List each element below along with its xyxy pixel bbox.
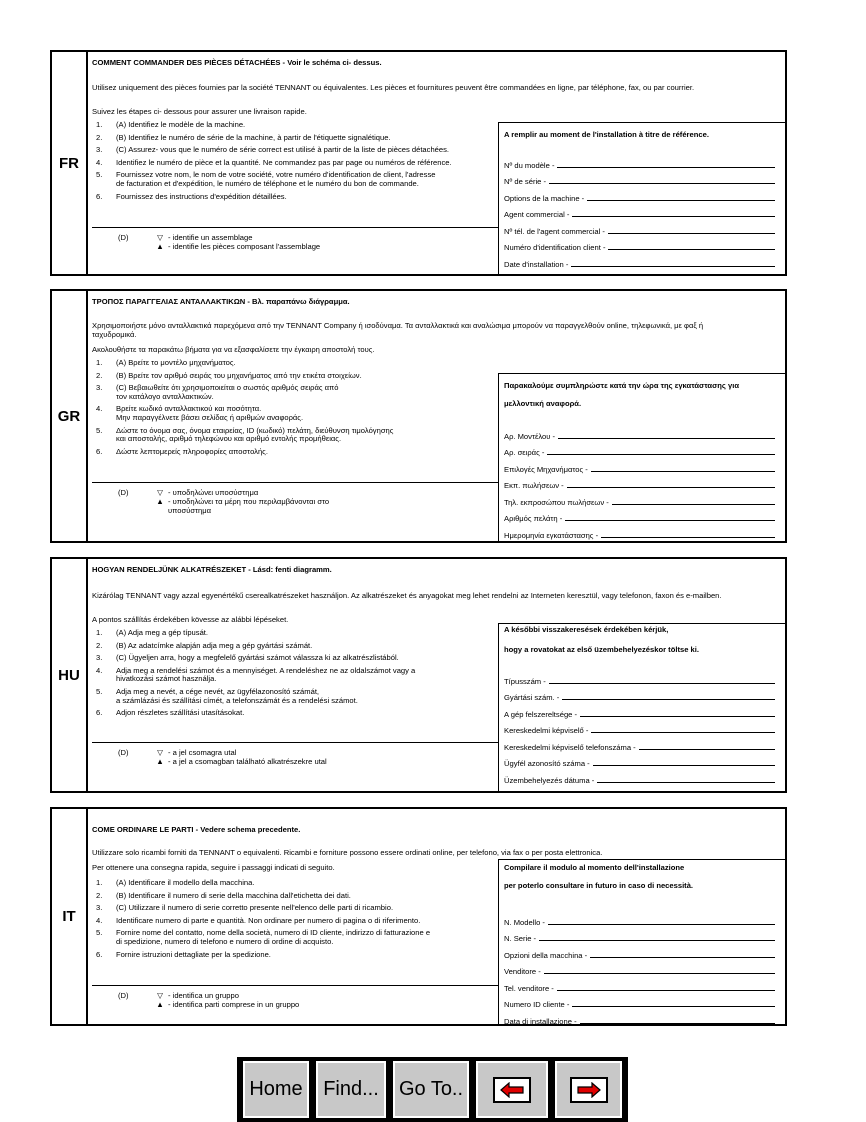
steps-intro: Suivez les étapes ci- dessous pour assurer une livraison rapide. [92, 107, 307, 116]
section-content [88, 291, 785, 541]
form-field[interactable]: Venditore - [504, 960, 775, 977]
section-it [50, 807, 787, 1026]
open-triangle-icon: ▽ [157, 991, 163, 1000]
home-button[interactable]: Home [243, 1061, 309, 1118]
form-field[interactable]: Τηλ. εκπροσώπου πωλήσεων - [504, 490, 775, 507]
find-button[interactable]: Find... [316, 1061, 386, 1118]
form-field[interactable]: Ημερομηνία εγκατάστασης - [504, 523, 775, 540]
list-item: 3. (C) Ügyeljen arra, hogy a megfelelő gyártási számot válassza ki az alkatrészlistából. [96, 653, 399, 663]
form-field[interactable]: Αριθμός πελάτη - [504, 507, 775, 524]
divider [92, 985, 499, 986]
list-item: 4. Identificare numero di parte e quantità. Non ordinare per numero di pagina o di riferimento. [96, 915, 421, 925]
form-field[interactable]: Αρ. Μοντέλου - [504, 424, 775, 441]
form-field[interactable]: A gép felszereltsége - [504, 702, 775, 719]
form-title: Compilare il modulo al momento dell'installazione per poterlo consultare in futuro in caso di necessità. [504, 863, 694, 890]
list-item: 5. Fornire nome del contatto, nome della società, numero di ID cliente, indirizzo di fatturazione e di spedizione, numero di telefono e numero di ordine di acquisto. [96, 928, 431, 946]
form-field[interactable]: Nº du modèle - [504, 153, 775, 170]
next-page-button[interactable] [555, 1061, 622, 1118]
steps-list [92, 121, 492, 205]
list-item: 6. Adjon részletes szállítási utasításokat. [96, 708, 245, 718]
section-title: ΤΡΟΠΟΣ ΠΑΡΑΓΓΕΛΙΑΣ ΑΝΤΑΛΛΑΚΤΙΚΩΝ - Βλ. παραπάνω διάγραμμα. [92, 297, 350, 306]
section-content [88, 809, 785, 1024]
list-item: 4. Adja meg a rendelési számot és a mennyiséget. A rendeléshez ne az oldalszámot vagy a hivatkozási számot használja. [96, 665, 416, 684]
form-field[interactable]: Tel. venditore - [504, 976, 775, 993]
form-field[interactable]: Ügyfél azonosító száma - [504, 752, 775, 769]
form-field[interactable]: Date d'installation - [504, 252, 775, 269]
form-field[interactable]: Εκπ. πωλήσεων - [504, 474, 775, 491]
intro-text: Χρησιμοποιήστε μόνο ανταλλακτικά παρεχόμενα από την TENNANT Company ή ισοδύναμα. Τα ανταλλακτικά και αναλώσιμα μπορούν να παραγγελθούν online, τηλεφωνικά, με φαξ ή ταχυδρομικά. [92, 321, 704, 339]
form-title: A későbbi visszakeresések érdekében kérjük, hogy a rovatokat az első üzembehelyezéskor töltse ki. [504, 625, 699, 654]
section-title: HOGYAN RENDELJÜNK ALKATRÉSZEKET - Lásd: fenti diagramm. [92, 565, 332, 574]
form-title: Παρακαλούμε συμπληρώστε κατά την ώρα της εγκατάστασης για μελλοντική αναφορά. [504, 381, 739, 408]
steps-list [92, 359, 492, 460]
form-fields [504, 669, 775, 785]
form-field[interactable]: Nº de série - [504, 170, 775, 187]
intro-text: Kizárólag TENNANT vagy azzal egyenértékű cserealkatrészeket használjon. Az alkatrészeket és anyagokat meg lehet rendelni az Interneten keresztül, vagy telefonon, faxon és e-mailben. [92, 591, 722, 600]
form-field[interactable]: Kereskedelmi képviselő - [504, 719, 775, 736]
legend: (D) ▽ - υποδηλώνει υποσύστημα ▲ - υποδηλώνει τα μέρη που περιλαμβάνονται στο υποσύστημα [118, 488, 330, 515]
list-item: 5. Adja meg a nevét, a cége nevét, az ügyfélazonosító számát, a számlázási és szállítási címét, a telefonszámát és a rendelési számot. [96, 686, 358, 705]
list-item: 5. Δώστε το όνομα σας, όνομα εταιρείας, ID (κωδικό) πελάτη, διεύθυνση τιμολόγησης και αποστολής, αριθμό τηλεφώνου και αριθμό εντολής προμήθειας. [96, 425, 394, 444]
filled-triangle-icon: ▲ [156, 242, 164, 251]
divider [92, 742, 499, 743]
section-content [88, 52, 785, 274]
form-field[interactable]: Gyártási szám. - [504, 686, 775, 703]
list-item: 3. (C) Utilizzare il numero di serie corretto presente nell'elenco delle parti di ricambio. [96, 903, 394, 913]
steps-intro: Per ottenere una consegna rapida, seguire i passaggi indicati di seguito. [92, 863, 335, 872]
filled-triangle-icon: ▲ [156, 1000, 164, 1009]
list-item: 5. Fournissez votre nom, le nom de votre société, votre numéro d'identification de client, l'adresse de facturation et d'expédition, le numéro de téléphone et le numéro du bon de commande. [96, 170, 436, 188]
form-field[interactable]: Típusszám - [504, 669, 775, 686]
list-item: 6. Fornire istruzioni dettagliate per la spedizione. [96, 949, 271, 959]
open-triangle-icon: ▽ [157, 488, 163, 497]
list-item: 1. (A) Adja meg a gép típusát. [96, 628, 209, 637]
legend: (D) ▽ - a jel csomagra utal ▲ - a jel a csomagban található alkatrészekre utal [118, 748, 327, 766]
intro-text: Utilizzare solo ricambi forniti da TENNANT o equivalenti. Ricambi e forniture possono essere ordinati online, per telefono, via fax o per posta elettronica. [92, 848, 603, 857]
reference-form [498, 122, 785, 274]
left-arrow-icon [493, 1077, 531, 1103]
form-field[interactable]: Nº tél. de l'agent commercial - [504, 219, 775, 236]
list-item: 1. (A) Identifiez le modèle de la machine. [96, 120, 246, 129]
right-arrow-icon [570, 1077, 608, 1103]
list-item: 4. Βρείτε κωδικό ανταλλακτικού και ποσότητα. Μην παραγγέλνετε βάσει σελίδας ή αριθμών αναφοράς. [96, 404, 304, 422]
section-content [88, 559, 785, 791]
list-item: 6. Δώστε λεπτομερείς πληροφορίες αποστολής. [96, 446, 268, 456]
list-item: 4. Identifiez le numéro de pièce et la quantité. Ne commandez pas par page ou numéros de référence. [96, 157, 452, 167]
form-field[interactable]: Opzioni della macchina - [504, 943, 775, 960]
list-item: 3. (C) Assurez- vous que le numéro de série correct est utilisé à partir de la liste de pièces détachées. [96, 145, 450, 155]
legend: (D) ▽ - identifica un gruppo ▲ - identifica parti comprese in un gruppo [118, 991, 300, 1009]
divider [92, 482, 499, 483]
navigation-bar [237, 1057, 628, 1122]
reference-form [498, 623, 785, 791]
language-code: IT [52, 809, 88, 1024]
form-field[interactable]: Agent commercial - [504, 203, 775, 220]
goto-button[interactable]: Go To.. [393, 1061, 469, 1118]
previous-page-button[interactable] [476, 1061, 548, 1118]
steps-list [92, 629, 492, 722]
filled-triangle-icon: ▲ [156, 497, 164, 506]
form-field[interactable]: N. Modello - [504, 910, 775, 927]
steps-intro: Ακολουθήστε τα παρακάτω βήματα για να εξασφαλίσετε την έγκαιρη αποστολή τους. [92, 345, 375, 354]
steps-list [92, 879, 492, 963]
form-field[interactable]: Üzembehelyezés dátuma - [504, 768, 775, 785]
form-field[interactable]: Αρ. σειράς - [504, 441, 775, 458]
form-title: A remplir au moment de l'installation à titre de référence. [504, 130, 709, 139]
form-field[interactable]: Kereskedelmi képviselő telefonszáma - [504, 735, 775, 752]
legend: (D) ▽ - identifie un assemblage ▲ - identifie les pièces composant l'assemblage [118, 233, 321, 251]
language-code: HU [52, 559, 88, 791]
divider [92, 227, 499, 228]
form-field[interactable]: Επιλογές Μηχανήματος - [504, 457, 775, 474]
form-fields [504, 153, 775, 269]
list-item: 6. Fournissez des instructions d'expédition détaillées. [96, 191, 287, 201]
reference-form [498, 859, 785, 1024]
section-hu [50, 557, 787, 793]
language-code: FR [52, 52, 88, 274]
list-item: 2. (B) Identifiez le numéro de série de la machine, à partir de l'étiquette signalétique. [96, 132, 391, 142]
form-field[interactable]: Numero ID cliente - [504, 993, 775, 1010]
form-field[interactable]: Data di installazione - [504, 1009, 775, 1026]
list-item: 1. (A) Βρείτε το μοντέλο μηχανήματος. [96, 358, 236, 367]
form-fields [504, 910, 775, 1026]
section-gr [50, 289, 787, 543]
list-item: 2. (B) Az adatcímke alapján adja meg a gép gyártási számát. [96, 640, 313, 650]
open-triangle-icon: ▽ [157, 748, 163, 757]
section-title: COME ORDINARE LE PARTI - Vedere schema precedente. [92, 825, 301, 834]
form-field[interactable]: Options de la machine - [504, 186, 775, 203]
filled-triangle-icon: ▲ [156, 757, 164, 766]
list-item: 2. (B) Βρείτε τον αριθμό σειράς του μηχανήματος από την ετικέτα στοιχείων. [96, 370, 362, 380]
reference-form [498, 373, 785, 541]
language-code: GR [52, 291, 88, 541]
list-item: 1. (A) Identificare il modello della macchina. [96, 878, 255, 887]
open-triangle-icon: ▽ [157, 233, 163, 242]
list-item: 3. (C) Βεβαιωθείτε ότι χρησιμοποιείται ο σωστός αριθμός σειράς από τον κατάλογο ανταλλακτικών. [96, 383, 339, 401]
list-item: 2. (B) Identificare il numero di serie della macchina dall'etichetta dei dati. [96, 890, 351, 900]
intro-text: Utilisez uniquement des pièces fournies par la société TENNANT ou équivalentes. Les pièces et fournitures peuvent être commandées en ligne, par téléphone, fax, ou par courrier. [92, 83, 695, 92]
form-field[interactable]: Numéro d'identification client - [504, 236, 775, 253]
form-field[interactable]: N. Serie - [504, 927, 775, 944]
section-fr [50, 50, 787, 276]
section-title: COMMENT COMMANDER DES PIÈCES DÉTACHÉES - Voir le schéma ci- dessus. [92, 58, 382, 67]
form-fields [504, 424, 775, 540]
steps-intro: A pontos szállítás érdekében kövesse az alábbi lépéseket. [92, 615, 289, 624]
